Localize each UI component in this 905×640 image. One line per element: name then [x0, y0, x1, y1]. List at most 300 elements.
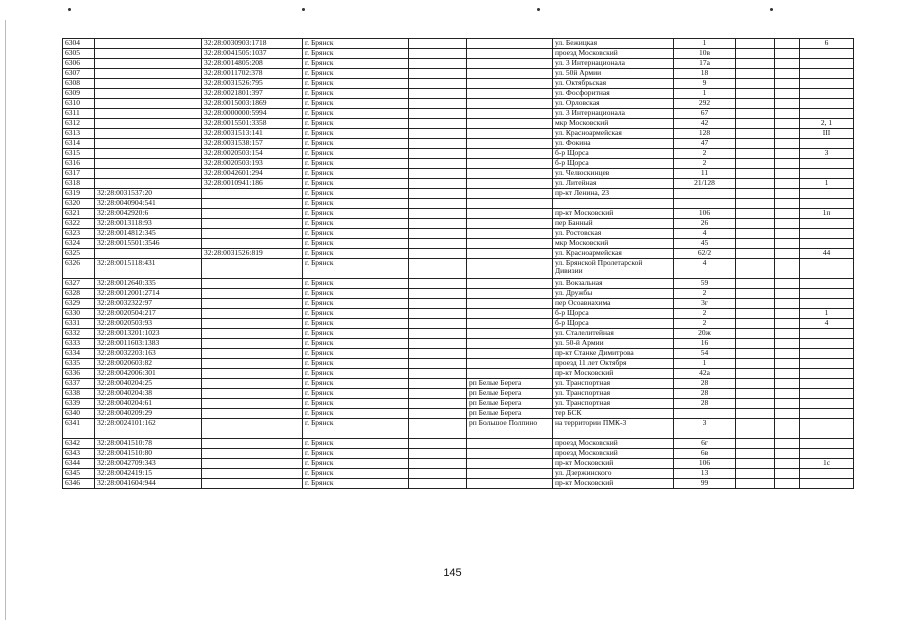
row-number-cell: 6321: [63, 209, 95, 219]
building-cadastral-number-cell: [202, 319, 303, 329]
empty-cell: [736, 49, 775, 59]
table-row: [63, 389, 854, 399]
empty-cell: [775, 39, 800, 49]
cadastral-number-cell: 32:28:0041510:78: [95, 439, 202, 449]
cadastral-number-cell: [95, 99, 202, 109]
table-row: [63, 439, 854, 449]
street-cell: ул. Орловская: [553, 99, 674, 109]
cadastral-number-cell: [95, 59, 202, 69]
building-cell: [800, 109, 854, 119]
building-cell: [800, 409, 854, 419]
building-cadastral-number-cell: [202, 309, 303, 319]
settlement-cell: рп Белые Берега: [467, 389, 553, 399]
row-number-cell: 6339: [63, 399, 95, 409]
settlement-cell: [467, 139, 553, 149]
empty-cell: [775, 89, 800, 99]
table-row: [63, 279, 854, 289]
row-number-cell: 6336: [63, 369, 95, 379]
table-row: [63, 209, 854, 219]
building-cadastral-number-cell: [202, 219, 303, 229]
row-number-cell: 6323: [63, 229, 95, 239]
row-number-cell: 6308: [63, 79, 95, 89]
table-row: [63, 359, 854, 369]
empty-cell: [409, 239, 467, 249]
street-cell: проезд 11 лет Октября: [553, 359, 674, 369]
building-cadastral-number-cell: 32:28:0021801:397: [202, 89, 303, 99]
empty-cell: [409, 139, 467, 149]
cadastral-number-cell: 32:28:0015501:3546: [95, 239, 202, 249]
table-row: [63, 469, 854, 479]
empty-cell: [775, 129, 800, 139]
city-cell: г. Брянск: [303, 149, 409, 159]
empty-cell: [736, 249, 775, 259]
building-cell: [800, 479, 854, 489]
building-cell: 3: [800, 149, 854, 159]
empty-cell: [409, 59, 467, 69]
empty-cell: [775, 379, 800, 389]
street-cell: пр-кт Московский: [553, 459, 674, 469]
building-cadastral-number-cell: 32:28:0010941:186: [202, 179, 303, 189]
settlement-cell: [467, 189, 553, 199]
row-number-cell: 6326: [63, 259, 95, 279]
street-cell: ул. 3 Интернационала: [553, 109, 674, 119]
building-cell: [800, 169, 854, 179]
house-number-cell: 54: [674, 349, 736, 359]
cadastral-number-cell: 32:28:0040204:38: [95, 389, 202, 399]
empty-cell: [775, 479, 800, 489]
row-number-cell: 6306: [63, 59, 95, 69]
building-cell: [800, 379, 854, 389]
city-cell: г. Брянск: [303, 89, 409, 99]
settlement-cell: [467, 349, 553, 359]
house-number-cell: 13: [674, 469, 736, 479]
empty-cell: [409, 309, 467, 319]
empty-cell: [736, 99, 775, 109]
table-row: [63, 189, 854, 199]
building-cadastral-number-cell: 32:28:0030903:1718: [202, 39, 303, 49]
building-cell: [800, 329, 854, 339]
row-number-cell: 6331: [63, 319, 95, 329]
empty-cell: [409, 209, 467, 219]
house-number-cell: [674, 199, 736, 209]
cadastral-number-cell: [95, 249, 202, 259]
empty-cell: [775, 79, 800, 89]
empty-cell: [775, 419, 800, 439]
city-cell: г. Брянск: [303, 249, 409, 259]
table-row: [63, 259, 854, 279]
house-number-cell: 106: [674, 459, 736, 469]
city-cell: г. Брянск: [303, 129, 409, 139]
building-cell: [800, 339, 854, 349]
empty-cell: [775, 99, 800, 109]
empty-cell: [775, 459, 800, 469]
cadastral-number-cell: 32:28:0041604:944: [95, 479, 202, 489]
building-cadastral-number-cell: 32:28:0000000:5994: [202, 109, 303, 119]
house-number-cell: 42: [674, 119, 736, 129]
street-cell: ул. Дзержинского: [553, 469, 674, 479]
row-number-cell: 6332: [63, 329, 95, 339]
building-cadastral-number-cell: 32:28:0011702:378: [202, 69, 303, 79]
settlement-cell: рп Белые Берега: [467, 409, 553, 419]
scan-mark-4: [770, 8, 773, 11]
table-row: [63, 159, 854, 169]
settlement-cell: [467, 439, 553, 449]
empty-cell: [736, 419, 775, 439]
empty-cell: [409, 359, 467, 369]
table-row: [63, 199, 854, 209]
empty-cell: [409, 459, 467, 469]
street-cell: на территории ПМК-3: [553, 419, 674, 439]
street-cell: ул. Ростовская: [553, 229, 674, 239]
building-cell: [800, 199, 854, 209]
city-cell: г. Брянск: [303, 99, 409, 109]
street-cell: б-р Щорса: [553, 159, 674, 169]
city-cell: г. Брянск: [303, 69, 409, 79]
street-cell: проезд Московский: [553, 439, 674, 449]
row-number-cell: 6325: [63, 249, 95, 259]
building-cell: 1: [800, 309, 854, 319]
empty-cell: [409, 339, 467, 349]
cadastral-number-cell: [95, 149, 202, 159]
table-row: [63, 409, 854, 419]
house-number-cell: 3г: [674, 299, 736, 309]
settlement-cell: [467, 319, 553, 329]
building-cadastral-number-cell: [202, 189, 303, 199]
street-cell: б-р Щорса: [553, 149, 674, 159]
building-cell: [800, 99, 854, 109]
city-cell: г. Брянск: [303, 159, 409, 169]
house-number-cell: 2: [674, 159, 736, 169]
city-cell: г. Брянск: [303, 259, 409, 279]
settlement-cell: [467, 229, 553, 239]
street-cell: пр-кт Московский: [553, 479, 674, 489]
empty-cell: [736, 449, 775, 459]
row-number-cell: 6333: [63, 339, 95, 349]
building-cadastral-number-cell: [202, 339, 303, 349]
building-cadastral-number-cell: [202, 359, 303, 369]
empty-cell: [409, 229, 467, 239]
settlement-cell: [467, 179, 553, 189]
settlement-cell: [467, 89, 553, 99]
empty-cell: [736, 439, 775, 449]
building-cell: 44: [800, 249, 854, 259]
house-number-cell: 17а: [674, 59, 736, 69]
city-cell: г. Брянск: [303, 299, 409, 309]
building-cell: III: [800, 129, 854, 139]
row-number-cell: 6315: [63, 149, 95, 159]
house-number-cell: 2: [674, 149, 736, 159]
row-number-cell: 6337: [63, 379, 95, 389]
city-cell: г. Брянск: [303, 329, 409, 339]
empty-cell: [409, 219, 467, 229]
city-cell: г. Брянск: [303, 419, 409, 439]
city-cell: г. Брянск: [303, 39, 409, 49]
empty-cell: [736, 349, 775, 359]
empty-cell: [775, 59, 800, 69]
cadastral-number-cell: [95, 39, 202, 49]
house-number-cell: 26: [674, 219, 736, 229]
house-number-cell: 47: [674, 139, 736, 149]
building-cadastral-number-cell: [202, 439, 303, 449]
table-row: [63, 169, 854, 179]
settlement-cell: [467, 39, 553, 49]
empty-cell: [409, 279, 467, 289]
empty-cell: [409, 409, 467, 419]
street-cell: ул. Дружбы: [553, 289, 674, 299]
cadastral-number-cell: 32:28:0042006:301: [95, 369, 202, 379]
settlement-cell: [467, 159, 553, 169]
street-cell: ул. Красноармейская: [553, 249, 674, 259]
building-cadastral-number-cell: 32:28:0020503:193: [202, 159, 303, 169]
building-cadastral-number-cell: [202, 409, 303, 419]
empty-cell: [409, 199, 467, 209]
empty-cell: [409, 69, 467, 79]
building-cadastral-number-cell: [202, 329, 303, 339]
empty-cell: [736, 139, 775, 149]
settlement-cell: рп Белые Берега: [467, 399, 553, 409]
street-cell: б-р Щорса: [553, 319, 674, 329]
empty-cell: [736, 159, 775, 169]
empty-cell: [736, 229, 775, 239]
cadastral-number-cell: 32:28:0042419:15: [95, 469, 202, 479]
building-cadastral-number-cell: [202, 479, 303, 489]
house-number-cell: 11: [674, 169, 736, 179]
settlement-cell: [467, 219, 553, 229]
row-number-cell: 6305: [63, 49, 95, 59]
cadastral-number-cell: [95, 119, 202, 129]
street-cell: ул. Литейная: [553, 179, 674, 189]
empty-cell: [409, 289, 467, 299]
city-cell: г. Брянск: [303, 439, 409, 449]
building-cell: 6: [800, 39, 854, 49]
city-cell: г. Брянск: [303, 139, 409, 149]
building-cadastral-number-cell: [202, 299, 303, 309]
house-number-cell: [674, 189, 736, 199]
empty-cell: [775, 389, 800, 399]
building-cadastral-number-cell: [202, 209, 303, 219]
table-row: [63, 219, 854, 229]
house-number-cell: 45: [674, 239, 736, 249]
house-number-cell: 28: [674, 379, 736, 389]
table-row: [63, 79, 854, 89]
house-number-cell: 1: [674, 39, 736, 49]
scan-mark-3: [537, 8, 540, 11]
row-number-cell: 6310: [63, 99, 95, 109]
empty-cell: [736, 199, 775, 209]
empty-cell: [736, 369, 775, 379]
house-number-cell: 28: [674, 399, 736, 409]
row-number-cell: 6343: [63, 449, 95, 459]
house-number-cell: 16: [674, 339, 736, 349]
table-row: [63, 99, 854, 109]
street-cell: ул. Красноармейская: [553, 129, 674, 139]
empty-cell: [775, 69, 800, 79]
building-cell: [800, 419, 854, 439]
street-cell: ул. Бежицкая: [553, 39, 674, 49]
building-cadastral-number-cell: [202, 259, 303, 279]
empty-cell: [775, 469, 800, 479]
settlement-cell: [467, 369, 553, 379]
street-cell: пер Банный: [553, 219, 674, 229]
empty-cell: [409, 149, 467, 159]
settlement-cell: [467, 289, 553, 299]
building-cadastral-number-cell: [202, 279, 303, 289]
house-number-cell: 1: [674, 89, 736, 99]
city-cell: г. Брянск: [303, 479, 409, 489]
building-cell: 1: [800, 179, 854, 189]
street-cell: ул. 50-й Армии: [553, 339, 674, 349]
cadastral-number-cell: 32:28:0032322:97: [95, 299, 202, 309]
building-cell: 1с: [800, 459, 854, 469]
table-row: [63, 449, 854, 459]
empty-cell: [409, 79, 467, 89]
settlement-cell: [467, 459, 553, 469]
settlement-cell: [467, 449, 553, 459]
house-number-cell: 10в: [674, 49, 736, 59]
cadastral-number-cell: [95, 69, 202, 79]
empty-cell: [409, 399, 467, 409]
building-cell: [800, 229, 854, 239]
row-number-cell: 6328: [63, 289, 95, 299]
empty-cell: [409, 119, 467, 129]
table-row: [63, 289, 854, 299]
table-row: [63, 69, 854, 79]
empty-cell: [736, 479, 775, 489]
empty-cell: [409, 169, 467, 179]
building-cell: [800, 239, 854, 249]
empty-cell: [775, 49, 800, 59]
city-cell: г. Брянск: [303, 309, 409, 319]
empty-cell: [775, 339, 800, 349]
building-cadastral-number-cell: [202, 389, 303, 399]
row-number-cell: 6304: [63, 39, 95, 49]
table-row: [63, 379, 854, 389]
cadastral-number-cell: 32:28:0015118:431: [95, 259, 202, 279]
settlement-cell: [467, 79, 553, 89]
empty-cell: [409, 299, 467, 309]
building-cadastral-number-cell: [202, 199, 303, 209]
empty-cell: [409, 179, 467, 189]
city-cell: г. Брянск: [303, 59, 409, 69]
cadastral-number-cell: 32:28:0020504:217: [95, 309, 202, 319]
house-number-cell: 6в: [674, 449, 736, 459]
building-cell: [800, 449, 854, 459]
empty-cell: [736, 89, 775, 99]
building-cell: [800, 189, 854, 199]
table-row: [63, 459, 854, 469]
cadastral-number-cell: 32:28:0040204:25: [95, 379, 202, 389]
table-row: [63, 129, 854, 139]
empty-cell: [775, 449, 800, 459]
cadastral-number-cell: [95, 79, 202, 89]
empty-cell: [736, 129, 775, 139]
empty-cell: [775, 289, 800, 299]
empty-cell: [736, 289, 775, 299]
building-cell: [800, 219, 854, 229]
table-row: [63, 299, 854, 309]
street-cell: ул. Фосфоритная: [553, 89, 674, 99]
table-row: [63, 119, 854, 129]
row-number-cell: 6318: [63, 179, 95, 189]
city-cell: г. Брянск: [303, 449, 409, 459]
empty-cell: [736, 109, 775, 119]
settlement-cell: [467, 469, 553, 479]
building-cadastral-number-cell: [202, 449, 303, 459]
cadastral-number-cell: 32:28:0024101:162: [95, 419, 202, 439]
empty-cell: [409, 379, 467, 389]
settlement-cell: [467, 129, 553, 139]
empty-cell: [736, 339, 775, 349]
empty-cell: [736, 79, 775, 89]
settlement-cell: [467, 259, 553, 279]
street-cell: ул. 50й Армии: [553, 69, 674, 79]
row-number-cell: 6345: [63, 469, 95, 479]
settlement-cell: рп Белые Берега: [467, 379, 553, 389]
street-cell: пер Осоавиахима: [553, 299, 674, 309]
row-number-cell: 6317: [63, 169, 95, 179]
empty-cell: [775, 439, 800, 449]
house-number-cell: 59: [674, 279, 736, 289]
cadastral-number-cell: 32:28:0014812:345: [95, 229, 202, 239]
empty-cell: [775, 219, 800, 229]
row-number-cell: 6335: [63, 359, 95, 369]
empty-cell: [409, 349, 467, 359]
house-number-cell: 3: [674, 419, 736, 439]
empty-cell: [775, 409, 800, 419]
settlement-cell: [467, 59, 553, 69]
empty-cell: [409, 389, 467, 399]
empty-cell: [775, 319, 800, 329]
table-row: [63, 89, 854, 99]
table-row: [63, 479, 854, 489]
settlement-cell: [467, 249, 553, 259]
settlement-cell: [467, 359, 553, 369]
empty-cell: [409, 259, 467, 279]
table-row: [63, 49, 854, 59]
cadastral-number-cell: [95, 159, 202, 169]
table-row: [63, 229, 854, 239]
house-number-cell: 42а: [674, 369, 736, 379]
street-cell: ул. Транспортная: [553, 399, 674, 409]
row-number-cell: 6324: [63, 239, 95, 249]
cadastral-number-cell: 32:28:0040209:29: [95, 409, 202, 419]
building-cell: [800, 349, 854, 359]
empty-cell: [409, 39, 467, 49]
building-cadastral-number-cell: [202, 289, 303, 299]
table-row: [63, 59, 854, 69]
row-number-cell: 6314: [63, 139, 95, 149]
house-number-cell: 28: [674, 389, 736, 399]
house-number-cell: 2: [674, 289, 736, 299]
empty-cell: [736, 119, 775, 129]
empty-cell: [736, 189, 775, 199]
building-cell: [800, 469, 854, 479]
building-cadastral-number-cell: [202, 459, 303, 469]
cadastral-number-cell: [95, 179, 202, 189]
empty-cell: [736, 399, 775, 409]
settlement-cell: [467, 69, 553, 79]
scan-mark-2: [302, 8, 305, 11]
table-row: [63, 319, 854, 329]
cadastral-number-cell: 32:28:0011603:1383: [95, 339, 202, 349]
house-number-cell: [674, 409, 736, 419]
cadastral-number-cell: [95, 49, 202, 59]
row-number-cell: 6342: [63, 439, 95, 449]
house-number-cell: 99: [674, 479, 736, 489]
empty-cell: [775, 239, 800, 249]
house-number-cell: 2: [674, 319, 736, 329]
row-number-cell: 6334: [63, 349, 95, 359]
